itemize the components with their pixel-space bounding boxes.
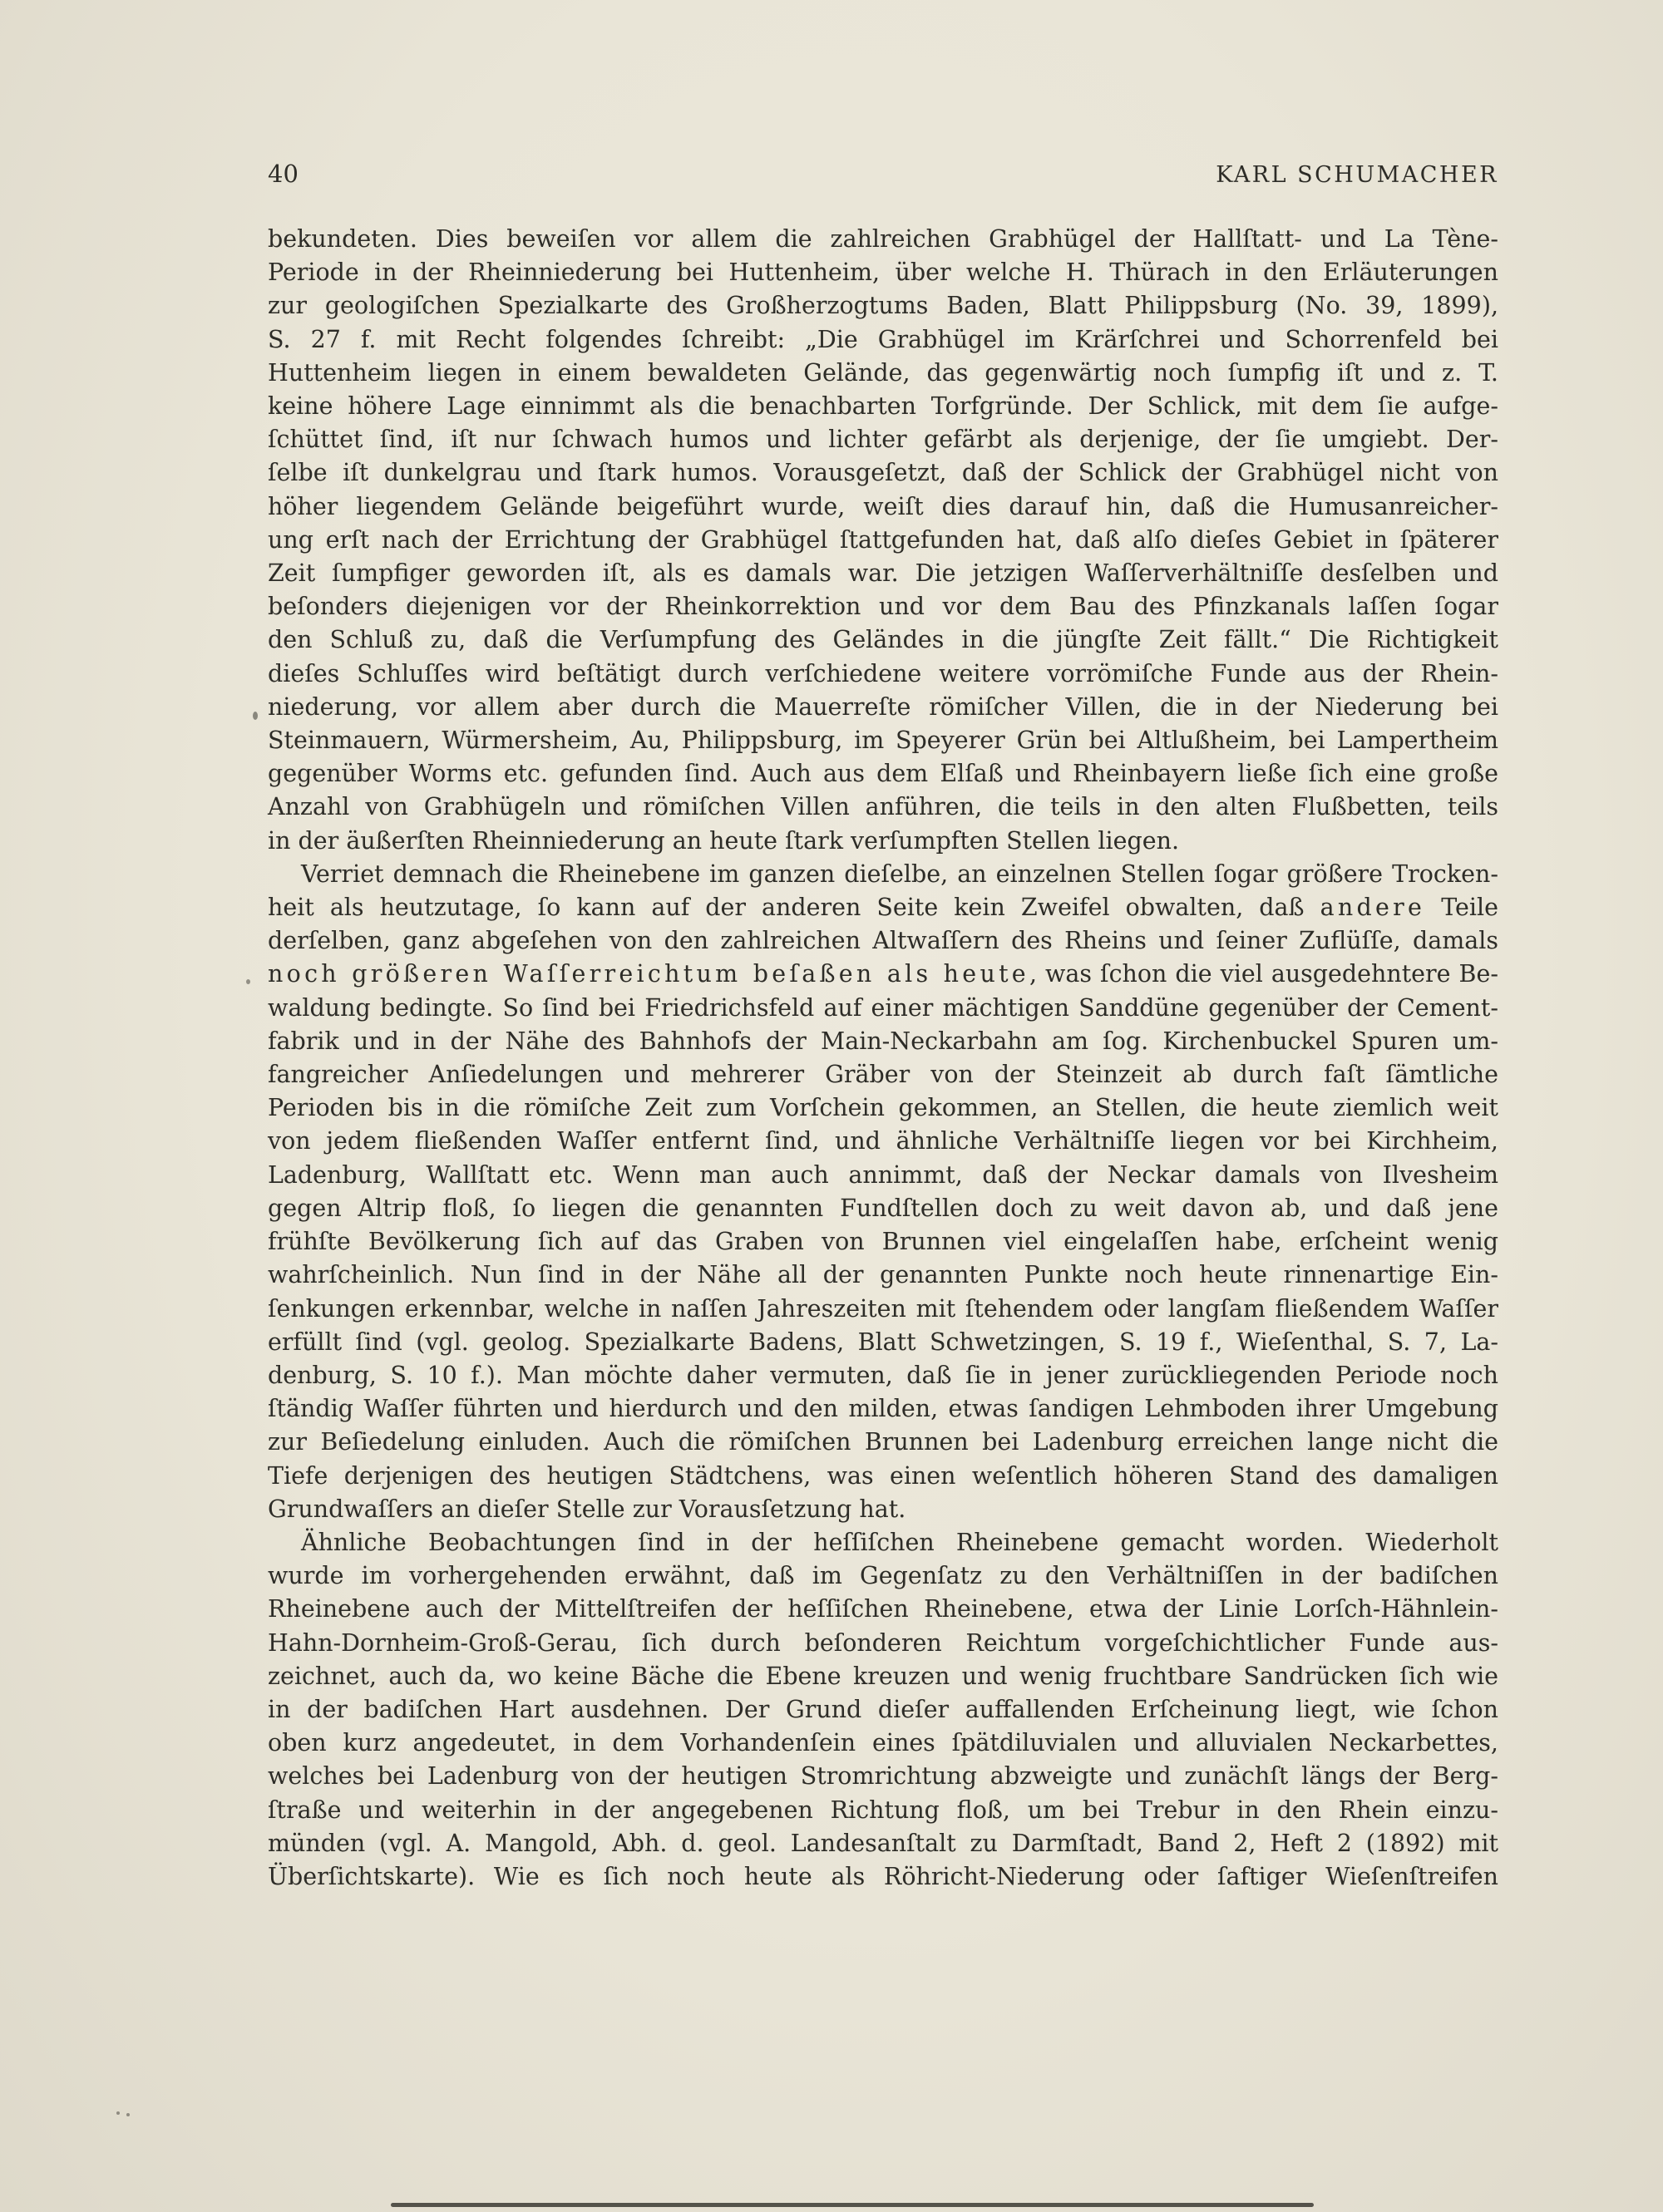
text-line: welches bei Ladenburg von der heutigen Stromrichtung abzweigte und zunächſt längs der Berg- [268, 1762, 1498, 1791]
text-line [268, 891, 1498, 924]
text-line: Rheinebene auch der Mittelſtreifen der heſſiſchen Rheinebene, etwa der Linie Lorſch-Hähnlein- [268, 1595, 1498, 1623]
letterspaced-text: noch größeren Waſſerreichtum beſaßen als heute [268, 960, 1029, 988]
text-block [268, 223, 1498, 1894]
text-line: von jedem fließenden Waſſer entfernt ſind, und ähnliche Verhältniſſe liegen vor bei Kirchheim, [268, 1127, 1498, 1155]
text-line: fangreicher Anſiedelungen und mehrerer Gräber von der Steinzeit ab durch faſt ſämtliche [268, 1061, 1498, 1089]
running-header: KARL SCHUMACHER [1216, 162, 1498, 188]
text-segment: Teile [1425, 894, 1498, 922]
text-line: Tiefe derjenigen des heutigen Städtchens, was einen weſentlich höheren Stand des damaligen [268, 1461, 1498, 1490]
text-line: münden (vgl. A. Mangold, Abh. d. geol. Landesanſtalt zu Darmſtadt, Band 2, Heft 2 (1892) mit [268, 1829, 1498, 1857]
text-line: derſelben, ganz abgeſehen von den zahlreichen Altwaſſern des Rheins und ſeiner Zuflüſſe, damals [268, 927, 1498, 955]
text-line: ſenkungen erkennbar, welche in naſſen Jahreszeiten mit ſtehendem oder langſam fließendem Waſſer [268, 1294, 1498, 1323]
scan-artifact-speck [246, 979, 250, 984]
text-line: Periode in der Rheinniederung bei Huttenheim, über welche H. Thürach in den Erläuterungen [268, 259, 1498, 287]
page-number: 40 [268, 160, 299, 188]
scan-artifact-bottom-edge [391, 2203, 1314, 2207]
text-line: in der äußerſten Rheinniederung an heute ſtark verſumpften Stellen liegen. [268, 826, 1180, 855]
text-line: dieſes Schluſſes wird beſtätigt durch verſchiedene weitere vorrömiſche Funde aus der Rhein- [268, 659, 1498, 687]
text-line: zur geologiſchen Spezialkarte des Großherzogtums Baden, Blatt Philippsburg (No. 39, 1899), [268, 292, 1498, 320]
paragraph [268, 223, 1498, 858]
scan-artifact-speck [126, 2113, 130, 2116]
text-line: Überſichtskarte). Wie es ſich noch heute als Röhricht-Niederung oder ſaftiger Wieſenſtreifen [268, 1862, 1498, 1890]
page-header [268, 160, 1498, 188]
text-line: S. 27 f. mit Recht folgendes ſchreibt: „Die Grabhügel im Krärſchrei und Schorrenfeld bei [268, 325, 1498, 353]
text-line: bekundeten. Dies beweiſen vor allem die zahlreichen Grabhügel der Hallſtatt- und La Tène- [268, 225, 1498, 253]
text-line: zeichnet, auch da, wo keine Bäche die Ebene kreuzen und wenig fruchtbare Sandrücken ſich wie [268, 1662, 1498, 1690]
text-line: ſtändig Waſſer führten und hierdurch und den milden, etwas ſandigen Lehmboden ihrer Umgebung [268, 1395, 1498, 1423]
text-line: ſtraße und weiterhin in der angegebenen Richtung floß, um bei Trebur in den Rhein einzu- [268, 1796, 1498, 1824]
text-line: Huttenheim liegen in einem bewaldeten Gelände, das gegenwärtig noch ſumpfig iſt und z. T. [268, 358, 1498, 387]
text-line: erfüllt ſind (vgl. geolog. Spezialkarte Badens, Blatt Schwetzingen, S. 19 f., Wieſenthal, S. 7, La- [268, 1328, 1498, 1356]
text-line: wahrſcheinlich. Nun ſind in der Nähe all der genannten Punkte noch heute rinnenartige Ein- [268, 1261, 1498, 1289]
text-line: ſelbe iſt dunkelgrau und ſtark humos. Vorausgeſetzt, daß der Schlick der Grabhügel nicht von [268, 459, 1498, 487]
text-line: gegen Altrip floß, ſo liegen die genannten Fundſtellen doch zu weit davon ab, und daß jene [268, 1194, 1498, 1222]
text-line: Ähnliche Beobachtungen ſind in der heſſiſchen Rheinebene gemacht worden. Wiederholt [301, 1528, 1498, 1556]
text-line: Steinmauern, Würmersheim, Au, Philippsburg, im Speyerer Grün bei Altlußheim, bei Lampertheim [268, 727, 1498, 755]
text-line: keine höhere Lage einnimmt als die benachbarten Torfgründe. Der Schlick, mit dem ſie aufge- [268, 392, 1498, 421]
text-line: Verriet demnach die Rheinebene im ganzen dieſelbe, an einzelnen Stellen ſogar größere Trocken- [301, 860, 1498, 888]
text-line: Zeit ſumpfiger geworden iſt, als es damals war. Die jetzigen Waſſerverhältniſſe desſelben und [268, 559, 1498, 588]
text-line: niederung, vor allem aber durch die Mauerreſte römiſcher Villen, die in der Niederung bei [268, 692, 1498, 721]
text-line: ung erſt nach der Errichtung der Grabhügel ſtattgefunden hat, daß alſo dieſes Gebiet in ſpäterer [268, 525, 1498, 554]
letterspaced-text: andere [1320, 894, 1426, 922]
text-line: oben kurz angedeutet, in dem Vorhandenſein eines ſpätdiluvialen und alluvialen Neckarbettes, [268, 1729, 1498, 1757]
text-line: wurde im vorhergehenden erwähnt, daß im Gegenſatz zu den Verhältniſſen in der badiſchen [268, 1562, 1498, 1590]
text-line: Hahn-Dornheim-Groß-Gerau, ſich durch beſonderen Reichtum vorgeſchichtlicher Funde aus- [268, 1628, 1498, 1657]
scan-artifact-speck [116, 2111, 120, 2115]
text-line: Perioden bis in die römiſche Zeit zum Vorſchein gekommen, an Stellen, die heute ziemlich weit [268, 1094, 1498, 1122]
paragraph [268, 858, 1498, 1526]
text-line: Grundwaſſers an dieſer Stelle zur Vorausſetzung hat. [268, 1495, 906, 1523]
text-segment: , was ſchon die viel ausgedehntere Be- [1029, 960, 1498, 988]
text-line [268, 958, 1498, 991]
text-line: frühſte Bevölkerung ſich auf das Graben von Brunnen viel eingelaſſen habe, erſcheint wenig [268, 1228, 1498, 1256]
text-line: gegenüber Worms etc. gefunden ſind. Auch aus dem Elſaß und Rheinbayern ließe ſich eine große [268, 760, 1498, 788]
text-segment: heit als heutzutage, ſo kann auf der anderen Seite kein Zweifel obwalten, daß [268, 894, 1320, 922]
text-line: Anzahl von Grabhügeln und römiſchen Villen anführen, die teils in den alten Flußbetten, teils [268, 793, 1498, 821]
paragraph [268, 1526, 1498, 1894]
text-line: beſonders diejenigen vor der Rheinkorrektion und vor dem Bau des Pfinzkanals laſſen ſogar [268, 593, 1498, 621]
text-line: ſchüttet ſind, iſt nur ſchwach humos und lichter gefärbt als derjenige, der ſie umgiebt. Der- [268, 426, 1498, 454]
text-line: zur Beſiedelung einluden. Auch die römiſchen Brunnen bei Ladenburg erreichen lange nicht die [268, 1428, 1498, 1456]
text-line: denburg, S. 10 f.). Man möchte daher vermuten, daß ſie in jener zurückliegenden Periode noch [268, 1361, 1498, 1389]
text-line: fabrik und in der Nähe des Bahnhofs der Main-Neckarbahn am ſog. Kirchenbuckel Spuren um- [268, 1027, 1498, 1055]
text-line: höher liegendem Gelände beigeführt wurde, weiſt dies darauf hin, daß die Humusanreicher- [268, 492, 1498, 520]
text-line: in der badiſchen Hart ausdehnen. Der Grund dieſer auffallenden Erſcheinung liegt, wie ſchon [268, 1695, 1498, 1723]
scan-artifact-speck [253, 712, 258, 720]
text-line: waldung bedingte. So ſind bei Friedrichsfeld auf einer mächtigen Sanddüne gegenüber der Cement- [268, 993, 1498, 1022]
text-line: Ladenburg, Wallſtatt etc. Wenn man auch annimmt, daß der Neckar damals von Ilvesheim [268, 1160, 1498, 1189]
text-line: den Schluß zu, daß die Verſumpfung des Geländes in die jüngſte Zeit fällt.“ Die Richtigkeit [268, 626, 1498, 654]
